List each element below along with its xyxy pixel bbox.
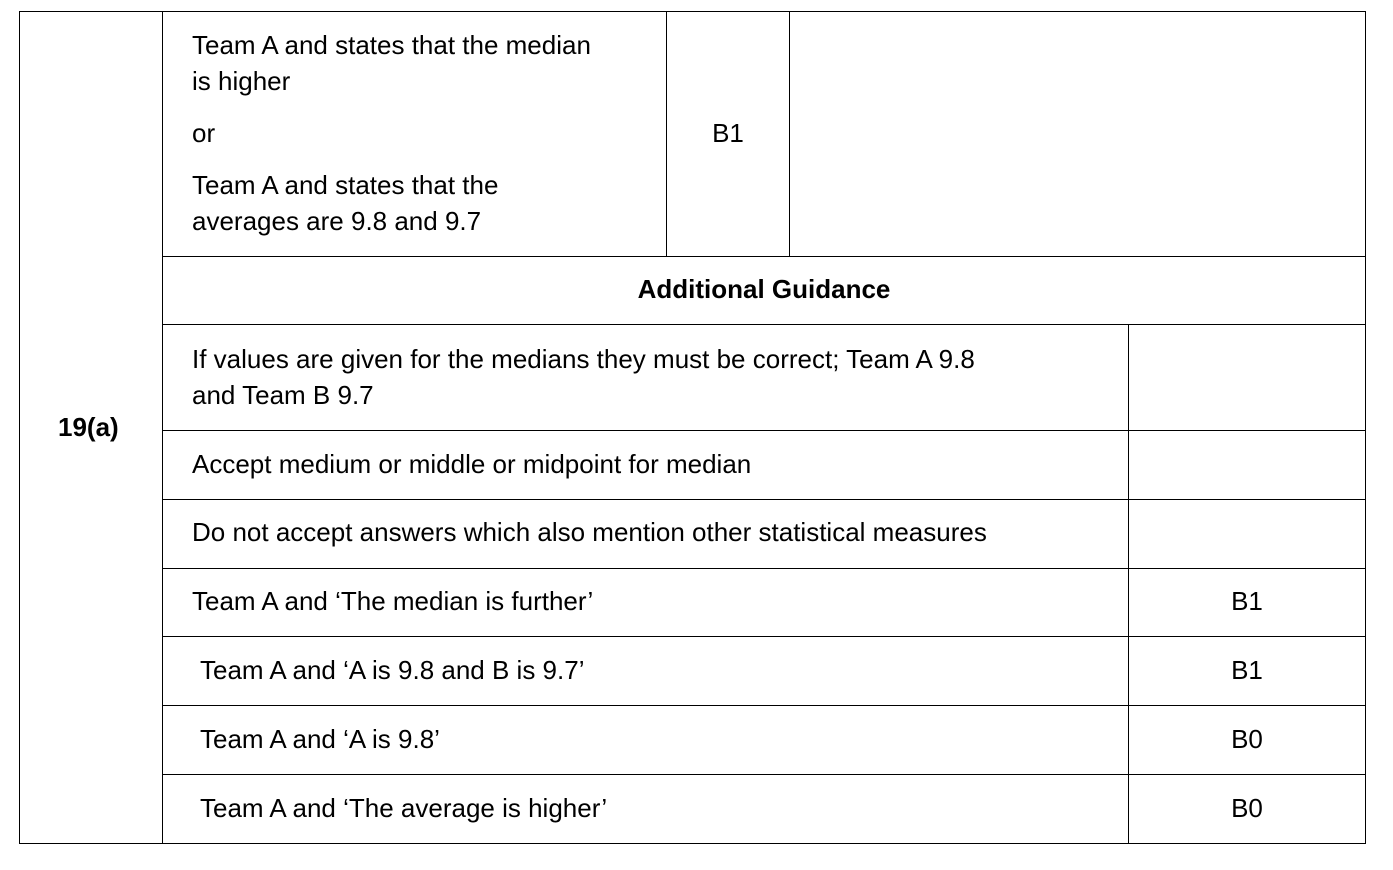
table-bottom-border	[19, 843, 1366, 844]
guidance-row-2-bottom-border	[162, 499, 1366, 500]
guidance-header: Additional Guidance	[637, 274, 891, 304]
guidance-row-1-bottom-border	[162, 430, 1366, 431]
answer-line-4: averages are 9.8 and 9.7	[192, 206, 482, 236]
guidance-row-6-bottom-border	[162, 774, 1366, 775]
answer-line-2: is higher	[192, 66, 291, 96]
question-number: 19(a)	[58, 412, 119, 442]
guidance-row-4-bottom-border	[162, 636, 1366, 637]
guidance-row-3-text: Do not accept answers which also mention other statistical measures	[192, 517, 987, 547]
guidance-row-1-text-line-2: and Team B 9.7	[192, 380, 374, 410]
guidance-row-6-mark: B0	[1231, 724, 1263, 754]
table-left-border	[19, 11, 20, 844]
guidance-row-5-text: Team A and ‘A is 9.8 and B is 9.7’	[200, 655, 585, 685]
mark-comments-divider	[789, 11, 790, 256]
guidance-row-4-text: Team A and ‘The median is further’	[192, 586, 594, 616]
table-top-border	[19, 11, 1366, 12]
guidance-row-7-text: Team A and ‘The average is higher’	[200, 793, 608, 823]
question-column-divider	[162, 11, 163, 844]
answer-mark: B1	[712, 118, 744, 148]
answer-line-1: Team A and states that the median	[192, 30, 591, 60]
answer-row-bottom-border	[162, 256, 1366, 257]
answer-line-3: Team A and states that the	[192, 170, 499, 200]
guidance-row-5-bottom-border	[162, 705, 1366, 706]
answer-connector: or	[192, 118, 216, 148]
table-right-border	[1365, 11, 1366, 844]
guidance-row-5-mark: B1	[1231, 655, 1263, 685]
guidance-row-7-mark: B0	[1231, 793, 1263, 823]
guidance-header-bottom-border	[162, 324, 1366, 325]
guidance-row-2-text: Accept medium or middle or midpoint for median	[192, 449, 752, 479]
guidance-row-6-text: Team A and ‘A is 9.8’	[200, 724, 440, 754]
guidance-row-1-text: If values are given for the medians they must be correct; Team A 9.8	[192, 344, 975, 374]
guidance-row-3-bottom-border	[162, 568, 1366, 569]
guidance-row-4-mark: B1	[1231, 586, 1263, 616]
